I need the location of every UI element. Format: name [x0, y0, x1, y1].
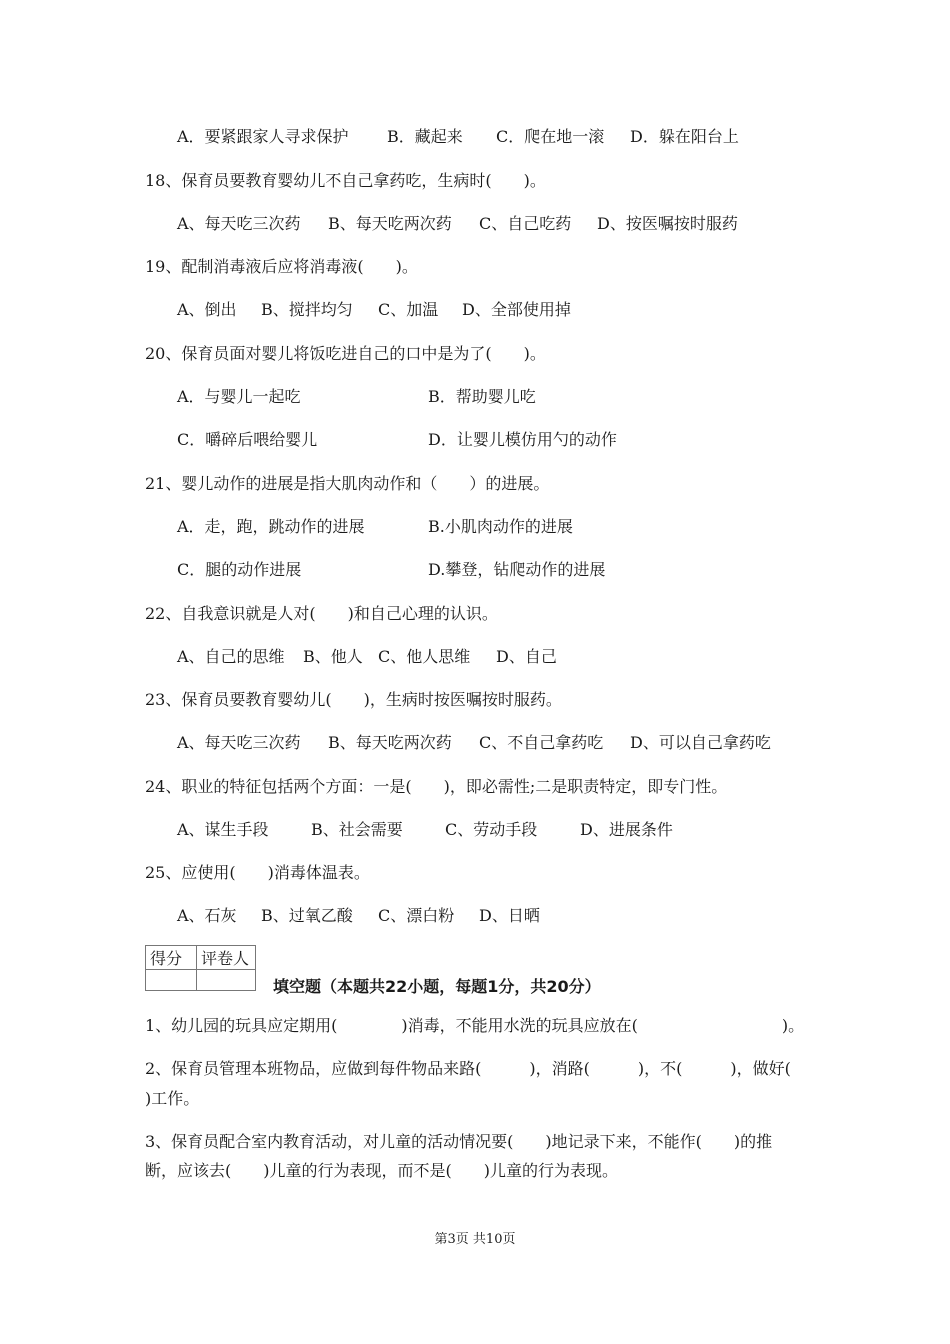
- q25-option-d: D、日晒: [479, 906, 540, 925]
- grader-cell: [197, 970, 256, 991]
- q17-option-c: C．爬在地一滚: [496, 127, 605, 146]
- q22-stem: 22、自我意识就是人对( )和自己心理的认识。: [145, 604, 498, 623]
- q23-option-d: D、可以自己拿药吃: [630, 733, 771, 752]
- q22-option-a: A、自己的思维: [177, 647, 285, 666]
- q22-option-d: D、自己: [496, 647, 557, 666]
- q19-stem: 19、配制消毒液后应将消毒液( )。: [145, 257, 418, 276]
- q17-option-a: A．要紧跟家人寻求保护: [177, 127, 349, 146]
- fill2-line2: )工作。: [145, 1089, 200, 1108]
- page-footer: 第3页 共10页: [434, 1232, 516, 1247]
- fill2-line1: 2、保育员管理本班物品，应做到每件物品来路( )，消路( )，不( )，做好(: [145, 1059, 791, 1078]
- q23-stem: 23、保育员要教育婴幼儿( )，生病时按医嘱按时服药。: [145, 690, 562, 709]
- q24-option-d: D、进展条件: [580, 820, 673, 839]
- fill1-text: 1、幼儿园的玩具应定期用( )消毒，不能用水洗的玩具应放在( )。: [145, 1016, 805, 1035]
- q24-option-b: B、社会需要: [311, 820, 403, 839]
- q18-stem: 18、保育员要教育婴幼儿不自己拿药吃，生病时( )。: [145, 171, 546, 190]
- q22-option-b: B、他人: [303, 647, 363, 666]
- q18-option-c: C、自己吃药: [479, 214, 572, 233]
- score-box: [145, 945, 256, 991]
- q23-option-b: B、每天吃两次药: [328, 733, 452, 752]
- q25-option-a: A、石灰: [177, 906, 237, 925]
- q25-option-b: B、过氧乙酸: [261, 906, 353, 925]
- q21-option-d: D.攀登，钻爬动作的进展: [428, 560, 606, 579]
- score-cell: [146, 970, 197, 991]
- q20-option-c: C．嚼碎后喂给婴儿: [177, 430, 318, 449]
- q17-option-d: D．躲在阳台上: [630, 127, 739, 146]
- q24-option-c: C、劳动手段: [445, 820, 538, 839]
- q20-stem: 20、保育员面对婴儿将饭吃进自己的口中是为了( )。: [145, 344, 546, 363]
- q23-option-c: C、不自己拿药吃: [479, 733, 604, 752]
- q21-option-b: B.小肌肉动作的进展: [428, 517, 573, 536]
- q25-stem: 25、应使用( )消毒体温表。: [145, 863, 370, 882]
- q24-option-a: A、谋生手段: [177, 820, 269, 839]
- q21-option-c: C．腿的动作进展: [177, 560, 302, 579]
- grader-label: 评卷人: [197, 946, 256, 970]
- q19-option-d: D、全部使用掉: [462, 300, 571, 319]
- q19-option-c: C、加温: [378, 300, 439, 319]
- score-label: 得分: [146, 946, 197, 970]
- q25-option-c: C、漂白粉: [378, 906, 455, 925]
- q18-option-d: D、按医嘱按时服药: [597, 214, 738, 233]
- q24-stem: 24、职业的特征包括两个方面：一是( )，即必需性;二是职责特定，即专门性。: [145, 777, 728, 796]
- q21-stem: 21、婴儿动作的进展是指大肌肉动作和（ ）的进展。: [145, 474, 550, 493]
- q17-option-b: B．藏起来: [387, 127, 463, 146]
- fill3-line1: 3、保育员配合室内教育活动，对儿童的活动情况要( )地记录下来，不能作( )的推: [145, 1132, 773, 1151]
- q20-option-d: D．让婴儿模仿用勺的动作: [428, 430, 617, 449]
- section-title: 填空题（本题共22小题，每题1分，共20分）: [273, 977, 601, 996]
- q18-option-a: A、每天吃三次药: [177, 214, 301, 233]
- q22-option-c: C、他人思维: [378, 647, 471, 666]
- q18-option-b: B、每天吃两次药: [328, 214, 452, 233]
- q20-option-a: A．与婴儿一起吃: [177, 387, 301, 406]
- q19-option-b: B、搅拌均匀: [261, 300, 353, 319]
- q19-option-a: A、倒出: [177, 300, 237, 319]
- q20-option-b: B．帮助婴儿吃: [428, 387, 536, 406]
- fill3-line2: 断，应该去( )儿童的行为表现，而不是( )儿童的行为表现。: [145, 1161, 618, 1180]
- q23-option-a: A、每天吃三次药: [177, 733, 301, 752]
- q21-option-a: A．走，跑，跳动作的进展: [177, 517, 365, 536]
